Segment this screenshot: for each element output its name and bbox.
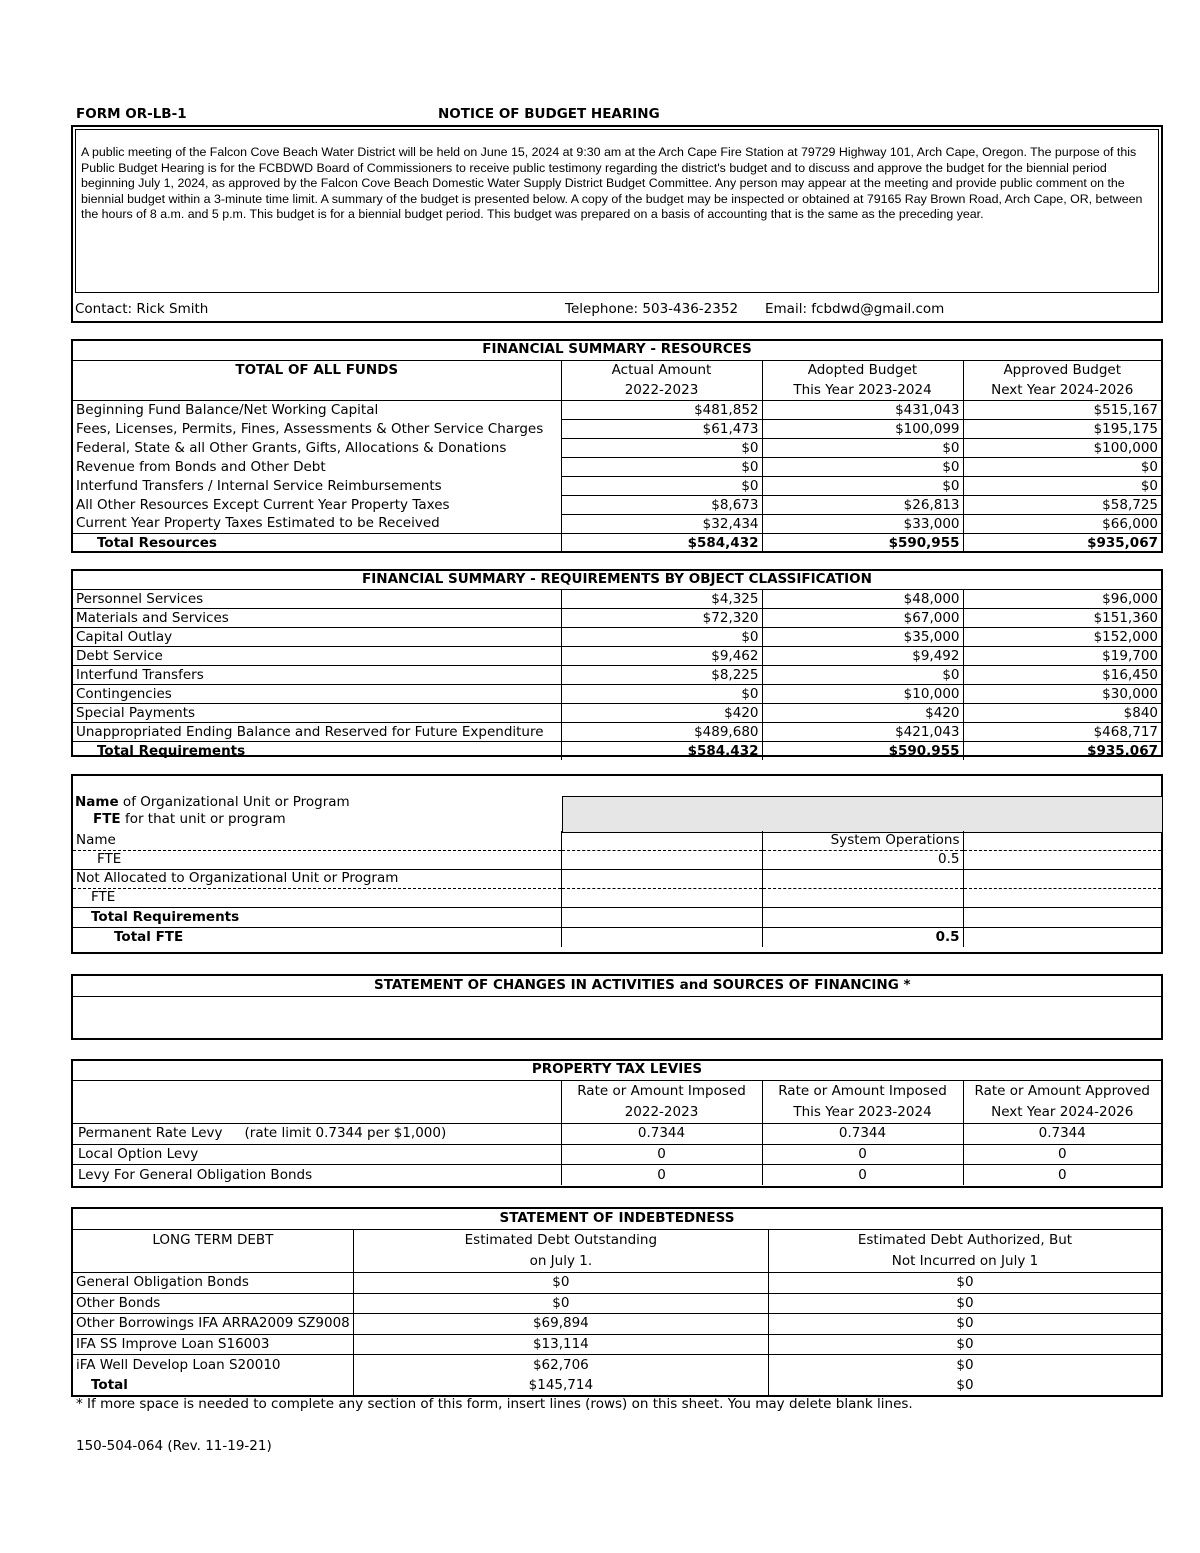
debt-row bbox=[73, 1273, 1161, 1294]
requirements-row-v3: $19,700 bbox=[963, 647, 1161, 666]
org-name-label: Name bbox=[73, 831, 561, 850]
requirements-row-v1: $9,462 bbox=[561, 647, 762, 666]
requirements-row-label: Interfund Transfers bbox=[76, 666, 204, 683]
levy-row-v2: 0 bbox=[762, 1165, 963, 1186]
requirements-row bbox=[73, 685, 1161, 704]
levy-col-year-1: 2022-2023 bbox=[561, 1102, 762, 1124]
levy-label: Levy For General Obligation Bonds bbox=[78, 1166, 313, 1183]
col-header-adopted: Adopted Budget bbox=[762, 360, 963, 380]
requirements-row-label: Personnel Services bbox=[76, 590, 204, 607]
debt-row-v1: $13,114 bbox=[353, 1334, 768, 1355]
resources-row-v1: $0 bbox=[561, 477, 762, 496]
resources-row-v2: $100,099 bbox=[762, 420, 963, 439]
debt-row bbox=[73, 1355, 1161, 1376]
resources-row-label: Fees, Licenses, Permits, Fines, Assessments & Other Service Charges bbox=[76, 420, 544, 437]
debt-row-v2: $0 bbox=[768, 1334, 1161, 1355]
levy-row-v3: 0 bbox=[963, 1165, 1161, 1186]
debt-row-label: Other Bonds bbox=[76, 1294, 161, 1311]
org-not-allocated: Not Allocated to Organizational Unit or Program bbox=[73, 869, 561, 888]
debt-col-header-2b: Not Incurred on July 1 bbox=[768, 1251, 1161, 1273]
form-title: NOTICE OF BUDGET HEARING bbox=[438, 106, 660, 122]
levy-row-v3: 0 bbox=[963, 1144, 1161, 1165]
resources-row bbox=[73, 477, 1161, 496]
levy-row bbox=[73, 1124, 1161, 1145]
requirements-row-v1: $8,225 bbox=[561, 666, 762, 685]
col-header-approved: Approved Budget bbox=[963, 360, 1161, 380]
total-req-v3: $935,067 bbox=[963, 742, 1161, 761]
resources-row-v1: $481,852 bbox=[561, 401, 762, 420]
form-number: 150-504-064 (Rev. 11-19-21) bbox=[76, 1438, 272, 1454]
requirements-row-v1: $420 bbox=[561, 704, 762, 723]
debt-row-v1: $0 bbox=[353, 1293, 768, 1314]
telephone: Telephone: 503-436-2352 bbox=[565, 301, 739, 317]
resources-row-label: Federal, State & all Other Grants, Gifts, Allocations & Donations bbox=[76, 439, 507, 456]
requirements-row bbox=[73, 666, 1161, 685]
levy-row-v2: 0.7344 bbox=[762, 1124, 963, 1145]
debt-row-label: General Obligation Bonds bbox=[76, 1274, 249, 1291]
col-header-approved-year: Next Year 2024-2026 bbox=[963, 380, 1161, 401]
levy-row-label bbox=[73, 1165, 561, 1186]
resources-row-label: Revenue from Bonds and Other Debt bbox=[76, 458, 326, 475]
resources-row-v1: $0 bbox=[561, 458, 762, 477]
resources-row-v1: $0 bbox=[561, 439, 762, 458]
resources-row bbox=[73, 439, 1161, 458]
resources-row-v2: $0 bbox=[762, 477, 963, 496]
levy-row bbox=[73, 1165, 1161, 1186]
requirements-row bbox=[73, 590, 1161, 609]
resources-row-v1: $61,473 bbox=[561, 420, 762, 439]
debt-row-v2: $0 bbox=[768, 1314, 1161, 1335]
levy-col-header-2: Rate or Amount Imposed bbox=[762, 1081, 963, 1103]
resources-row-label: Interfund Transfers / Internal Service Reimbursements bbox=[76, 477, 442, 494]
debt-row-label: iFA Well Develop Loan S20010 bbox=[76, 1356, 281, 1373]
org-name-value: System Operations bbox=[762, 831, 963, 850]
levy-row-v1: 0 bbox=[561, 1144, 762, 1165]
org-heading-fte: FTE for that unit or program bbox=[93, 811, 286, 827]
requirements-row-v2: $35,000 bbox=[762, 628, 963, 647]
total-requirements-label: Total Requirements bbox=[97, 742, 246, 759]
form-id: FORM OR-LB-1 bbox=[76, 106, 187, 122]
total-resources-v1: $584,432 bbox=[561, 534, 762, 553]
debt-total-v1: $145,714 bbox=[353, 1375, 768, 1395]
levy-row-label bbox=[73, 1124, 561, 1145]
requirements-row-label: Contingencies bbox=[76, 685, 172, 702]
resources-row-header: TOTAL OF ALL FUNDS bbox=[235, 361, 399, 378]
col-header-actual: Actual Amount bbox=[561, 360, 762, 380]
resources-row-v1: $8,673 bbox=[561, 496, 762, 515]
org-total-fte-value: 0.5 bbox=[762, 927, 963, 947]
resources-row-v3: $66,000 bbox=[963, 515, 1161, 534]
changes-title: STATEMENT OF CHANGES IN ACTIVITIES and SOURCES OF FINANCING * bbox=[374, 977, 911, 993]
resources-row-v3: $195,175 bbox=[963, 420, 1161, 439]
org-heading: Name of Organizational Unit or Program bbox=[75, 794, 350, 810]
requirements-row-v3: $16,450 bbox=[963, 666, 1161, 685]
total-req-v2: $590,955 bbox=[762, 742, 963, 761]
requirements-row-v1: $72,320 bbox=[561, 609, 762, 628]
requirements-row-label: Debt Service bbox=[76, 647, 163, 664]
total-req-v1: $584,432 bbox=[561, 742, 762, 761]
resources-row-v3: $100,000 bbox=[963, 439, 1161, 458]
resources-row-label: Current Year Property Taxes Estimated to be Received bbox=[76, 515, 440, 532]
resources-row-v3: $0 bbox=[963, 458, 1161, 477]
requirements-row-v2: $48,000 bbox=[762, 590, 963, 609]
org-shaded-header bbox=[562, 796, 1162, 833]
org-table bbox=[73, 831, 1161, 947]
resources-row-label: Beginning Fund Balance/Net Working Capital bbox=[76, 401, 379, 418]
requirements-row-v3: $152,000 bbox=[963, 628, 1161, 647]
requirements-row bbox=[73, 647, 1161, 666]
levy-col-year-3: Next Year 2024-2026 bbox=[963, 1102, 1161, 1124]
debt-row bbox=[73, 1334, 1161, 1355]
requirements-row bbox=[73, 628, 1161, 647]
resources-row-v2: $26,813 bbox=[762, 496, 963, 515]
debt-col-header-2: Estimated Debt Authorized, But bbox=[768, 1230, 1161, 1252]
requirements-title: FINANCIAL SUMMARY - REQUIREMENTS BY OBJECT CLASSIFICATION bbox=[362, 571, 872, 587]
requirements-row-v2: $10,000 bbox=[762, 685, 963, 704]
requirements-row bbox=[73, 723, 1161, 742]
requirements-row-v3: $151,360 bbox=[963, 609, 1161, 628]
levies-title: PROPERTY TAX LEVIES bbox=[531, 1061, 703, 1077]
debt-row-v2: $0 bbox=[768, 1273, 1161, 1294]
debt-table bbox=[73, 1229, 1161, 1395]
debt-total-label: Total bbox=[91, 1376, 128, 1393]
levy-label: Local Option Levy bbox=[78, 1145, 199, 1162]
resources-row-v2: $33,000 bbox=[762, 515, 963, 534]
levy-row-v3: 0.7344 bbox=[963, 1124, 1161, 1145]
total-resources-label: Total Resources bbox=[97, 534, 217, 551]
org-fte-label-2: FTE bbox=[91, 889, 116, 905]
debt-row bbox=[73, 1293, 1161, 1314]
levy-label: Permanent Rate Levy bbox=[78, 1125, 223, 1142]
resources-title: FINANCIAL SUMMARY - RESOURCES bbox=[482, 341, 752, 357]
org-total-requirements: Total Requirements bbox=[91, 908, 240, 925]
requirements-row-v1: $4,325 bbox=[561, 590, 762, 609]
email: Email: fcbdwd@gmail.com bbox=[765, 301, 945, 317]
requirements-row-label: Materials and Services bbox=[76, 609, 229, 626]
debt-total-v2: $0 bbox=[768, 1375, 1161, 1395]
debt-row bbox=[73, 1314, 1161, 1335]
levy-col-year-2: This Year 2023-2024 bbox=[762, 1102, 963, 1124]
debt-row-v1: $62,706 bbox=[353, 1355, 768, 1376]
resources-row-v2: $0 bbox=[762, 458, 963, 477]
resources-table bbox=[73, 360, 1161, 552]
requirements-row-v3: $96,000 bbox=[963, 590, 1161, 609]
requirements-row-v2: $0 bbox=[762, 666, 963, 685]
notice-text: A public meeting of the Falcon Cove Beach Water District will be held on June 15, 2024 at 9:30 am at the Arch Cape Fire Station at 79729 Highway 101, Arch Cape, Oregon. The purpose of this Public Budget Hearing is for the FCBDWD Board of Commissioners to receive public testimony regarding the district's budget and to discuss and approve the budget for the biennial period beginning July 1, 2024, as approved by the Falcon Cove Beach Domestic Water Supply District Budget Committee. Any person may appear at the meeting and provide public comment on the biennial budget within a 3-minute time limit. A summary of the budget is presented below. A copy of the budget may be inspected or obtained at 79165 Ray Brown Road, Arch Cape, OR, between the hours of 8 a.m. and 5 p.m. This budget is for a biennial budget period. This budget was prepared on a basis of accounting that is the same as the preceding year. bbox=[81, 145, 1143, 222]
org-fte-value: 0.5 bbox=[762, 850, 963, 869]
requirements-row bbox=[73, 609, 1161, 628]
resources-row-v3: $515,167 bbox=[963, 401, 1161, 420]
levy-row-label bbox=[73, 1144, 561, 1165]
requirements-row-v2: $420 bbox=[762, 704, 963, 723]
levy-col-header-3: Rate or Amount Approved bbox=[963, 1081, 1161, 1103]
footer-note: * If more space is needed to complete any section of this form, insert lines (rows) on this sheet. You may delete blank lines. bbox=[76, 1396, 913, 1412]
debt-col-header-1: Estimated Debt Outstanding bbox=[353, 1230, 768, 1252]
debt-row-label: Other Borrowings IFA ARRA2009 SZ9008 bbox=[76, 1315, 350, 1332]
notice-box bbox=[71, 125, 1163, 323]
org-fte-label: FTE bbox=[97, 851, 122, 867]
resources-row bbox=[73, 515, 1161, 534]
total-resources-v3: $935,067 bbox=[963, 534, 1161, 553]
debt-col-header-0: LONG TERM DEBT bbox=[152, 1232, 274, 1248]
requirements-row-v1: $0 bbox=[561, 628, 762, 647]
resources-row-v2: $431,043 bbox=[762, 401, 963, 420]
requirements-row-v1: $0 bbox=[561, 685, 762, 704]
requirements-row-label: Unappropriated Ending Balance and Reserved for Future Expenditure bbox=[76, 723, 544, 740]
levy-row bbox=[73, 1144, 1161, 1165]
debt-row-v2: $0 bbox=[768, 1293, 1161, 1314]
levy-col-header-1: Rate or Amount Imposed bbox=[561, 1081, 762, 1103]
resources-row-v1: $32,434 bbox=[561, 515, 762, 534]
debt-row-v2: $0 bbox=[768, 1355, 1161, 1376]
resources-row bbox=[73, 420, 1161, 439]
requirements-row-v2: $67,000 bbox=[762, 609, 963, 628]
requirements-table bbox=[73, 589, 1161, 760]
requirements-row-label: Capital Outlay bbox=[76, 628, 173, 645]
levies-table bbox=[73, 1080, 1161, 1185]
requirements-row-v3: $30,000 bbox=[963, 685, 1161, 704]
col-header-actual-year: 2022-2023 bbox=[561, 380, 762, 401]
levy-note: (rate limit 0.7344 per $1,000) bbox=[244, 1125, 447, 1142]
debt-row-v1: $69,894 bbox=[353, 1314, 768, 1335]
org-total-fte: Total FTE bbox=[114, 928, 184, 945]
resources-row bbox=[73, 496, 1161, 515]
contact: Contact: Rick Smith bbox=[75, 301, 209, 317]
requirements-row-v2: $9,492 bbox=[762, 647, 963, 666]
resources-row-v3: $0 bbox=[963, 477, 1161, 496]
resources-row-v2: $0 bbox=[762, 439, 963, 458]
requirements-row-v3: $840 bbox=[963, 704, 1161, 723]
debt-title: STATEMENT OF INDEBTEDNESS bbox=[499, 1210, 735, 1226]
requirements-row bbox=[73, 704, 1161, 723]
total-resources-v2: $590,955 bbox=[762, 534, 963, 553]
requirements-row-v1: $489,680 bbox=[561, 723, 762, 742]
levy-row-v1: 0.7344 bbox=[561, 1124, 762, 1145]
requirements-row-v3: $468,717 bbox=[963, 723, 1161, 742]
debt-row-label: IFA SS Improve Loan S16003 bbox=[76, 1335, 270, 1352]
levy-row-v2: 0 bbox=[762, 1144, 963, 1165]
requirements-row-label: Special Payments bbox=[76, 704, 196, 721]
resources-row bbox=[73, 458, 1161, 477]
levy-row-v1: 0 bbox=[561, 1165, 762, 1186]
requirements-row-v2: $421,043 bbox=[762, 723, 963, 742]
debt-row-v1: $0 bbox=[353, 1273, 768, 1294]
resources-row-label: All Other Resources Except Current Year Property Taxes bbox=[76, 496, 450, 513]
resources-row-v3: $58,725 bbox=[963, 496, 1161, 515]
col-header-adopted-year: This Year 2023-2024 bbox=[762, 380, 963, 401]
debt-col-header-1b: on July 1. bbox=[353, 1251, 768, 1273]
resources-row bbox=[73, 401, 1161, 420]
